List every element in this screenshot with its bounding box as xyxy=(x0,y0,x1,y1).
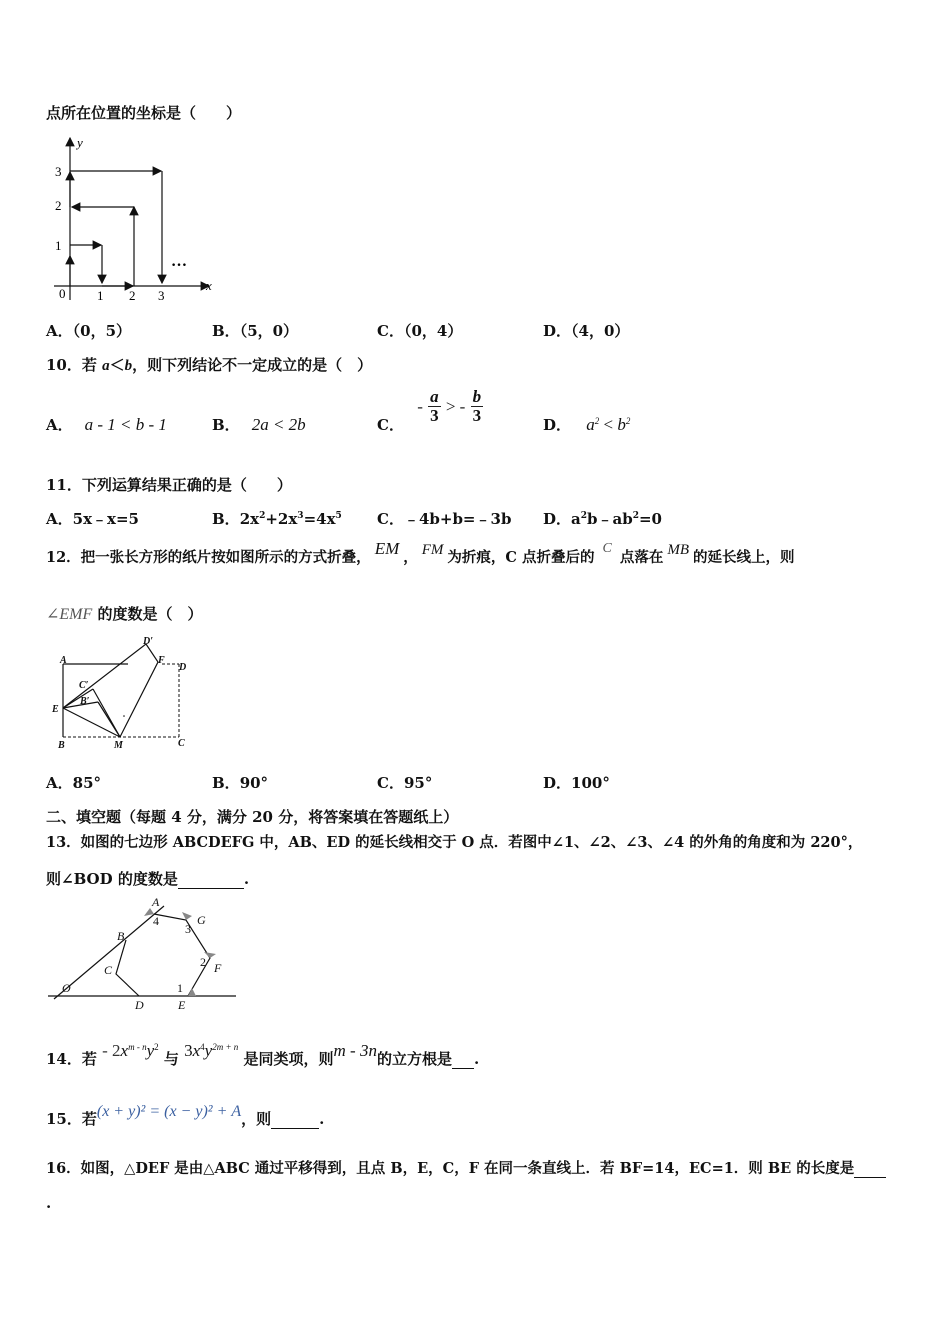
q12-option-b[interactable]: B．90° xyxy=(212,774,269,792)
label-F: F xyxy=(158,655,165,666)
answer-blank[interactable] xyxy=(178,870,244,889)
q10-option-c[interactable]: C． - $\frac{a}{3}$ > - $\frac{b}{3}$ xyxy=(377,387,482,434)
label-C: C xyxy=(104,963,113,977)
origin-label: 0 xyxy=(59,286,66,301)
q13-heptagon-figure xyxy=(46,896,241,1014)
q10-stem: 10．若 a＜b，则下列结论不一定成立的是（ ） xyxy=(46,356,373,374)
label-O: O xyxy=(62,981,71,995)
q9-option-b[interactable]: B．（5，0） xyxy=(212,322,299,340)
angle-4-label: 4 xyxy=(153,914,159,928)
y-axis-label: y xyxy=(77,135,83,150)
answer-blank[interactable] xyxy=(452,1050,474,1069)
label-B: B xyxy=(58,740,65,751)
x-tick: 3 xyxy=(158,288,165,303)
label-F: F xyxy=(214,961,222,975)
label-C-prime: C′ xyxy=(79,680,89,691)
q13-stem-line1: 13．如图的七边形 ABCDEFG 中，AB、ED 的延长线相交于 O 点．若图中∠1、∠2、∠3、∠4 的外角的角度和为 220°， xyxy=(46,834,863,851)
q11-option-a[interactable]: A．5x﹣x=5 xyxy=(46,510,139,528)
label-E: E xyxy=(178,998,186,1012)
y-tick: 2 xyxy=(55,198,62,213)
q10-option-a[interactable]: A． a - 1 < b - 1 xyxy=(46,415,167,434)
label-D: D xyxy=(135,998,144,1012)
label-A: A xyxy=(60,655,67,666)
q9-coordinate-figure xyxy=(44,130,229,308)
spiral-path xyxy=(70,171,162,286)
q15-stem: 15．若(x + y)² = (x − y)² + A，则 . xyxy=(46,1103,325,1128)
q16-stem-line2: . xyxy=(46,1194,52,1212)
x-axis-label: x xyxy=(206,278,212,293)
q9-option-a[interactable]: A．（0，5） xyxy=(46,322,132,340)
ellipsis: … xyxy=(171,253,187,270)
y-tick: 1 xyxy=(55,238,62,253)
q11-option-d[interactable]: D．$a^2b﹣ab^2=0$ xyxy=(543,510,662,528)
q9-option-c[interactable]: C．（0，4） xyxy=(377,322,463,340)
answer-blank[interactable] xyxy=(854,1160,886,1178)
label-B-prime: B′ xyxy=(80,696,90,707)
q11-option-c[interactable]: C．﹣4b+b=﹣3b xyxy=(377,510,512,528)
angle-2-label: 2 xyxy=(200,955,206,969)
angle-3-label: 3 xyxy=(185,922,191,936)
q9-option-d[interactable]: D．（4，0） xyxy=(543,322,630,340)
q10-option-b[interactable]: B． 2a < 2b xyxy=(212,415,306,434)
q11-stem: 11．下列运算结果正确的是（ ） xyxy=(46,476,292,494)
label-B: B xyxy=(117,929,125,943)
y-tick: 3 xyxy=(55,164,62,179)
section-heading: 二、填空题（每题 4 分，满分 20 分，将答案填在答题纸上） xyxy=(46,808,459,826)
q9-stem: 点所在位置的坐标是（ ） xyxy=(46,104,242,122)
answer-blank[interactable] xyxy=(271,1110,319,1129)
label-D-prime: D′ xyxy=(143,636,154,647)
q12-stem-line1: 12．把一张长方形的纸片按如图所示的方式折叠， EM ， FM 为折痕，C 点折叠后的C点落在 MB 的延长线上，则 xyxy=(46,539,795,566)
label-M: M xyxy=(114,740,123,751)
q12-option-c[interactable]: C．95° xyxy=(377,774,433,792)
label-A: A xyxy=(152,896,160,909)
label-E: E xyxy=(52,704,59,715)
label-C: C xyxy=(178,738,185,749)
q11-option-b[interactable]: B．$2x^2+2x^3=4x^5$ xyxy=(212,510,342,528)
q13-stem-line2: 则∠BOD 的度数是 . xyxy=(46,870,250,888)
q14-stem: 14．若 - $2x^{m - n}y^2$ 与 $3x^4y^{2m + n}$ 是同类项，则m - 3n的立方根是 . xyxy=(46,1041,480,1068)
label-D: D xyxy=(179,662,187,673)
x-tick: 1 xyxy=(97,288,104,303)
q10-option-d[interactable]: D． $a^2 < b^2$ xyxy=(543,415,631,434)
q12-fold-figure xyxy=(46,632,196,754)
q12-option-a[interactable]: A．85° xyxy=(46,774,102,792)
x-tick: 2 xyxy=(129,288,136,303)
q12-option-d[interactable]: D．100° xyxy=(543,774,610,792)
q16-stem-line1: 16．如图，△DEF 是由△ABC 通过平移得到，且点 B，E，C，F 在同一条直线上．若 BF=14，EC=1．则 BE 的长度是 xyxy=(46,1157,886,1178)
q12-stem-line2: ∠EMF 的度数是（ ） xyxy=(46,605,203,623)
angle-1-label: 1 xyxy=(177,981,183,995)
label-G: G xyxy=(197,913,206,927)
